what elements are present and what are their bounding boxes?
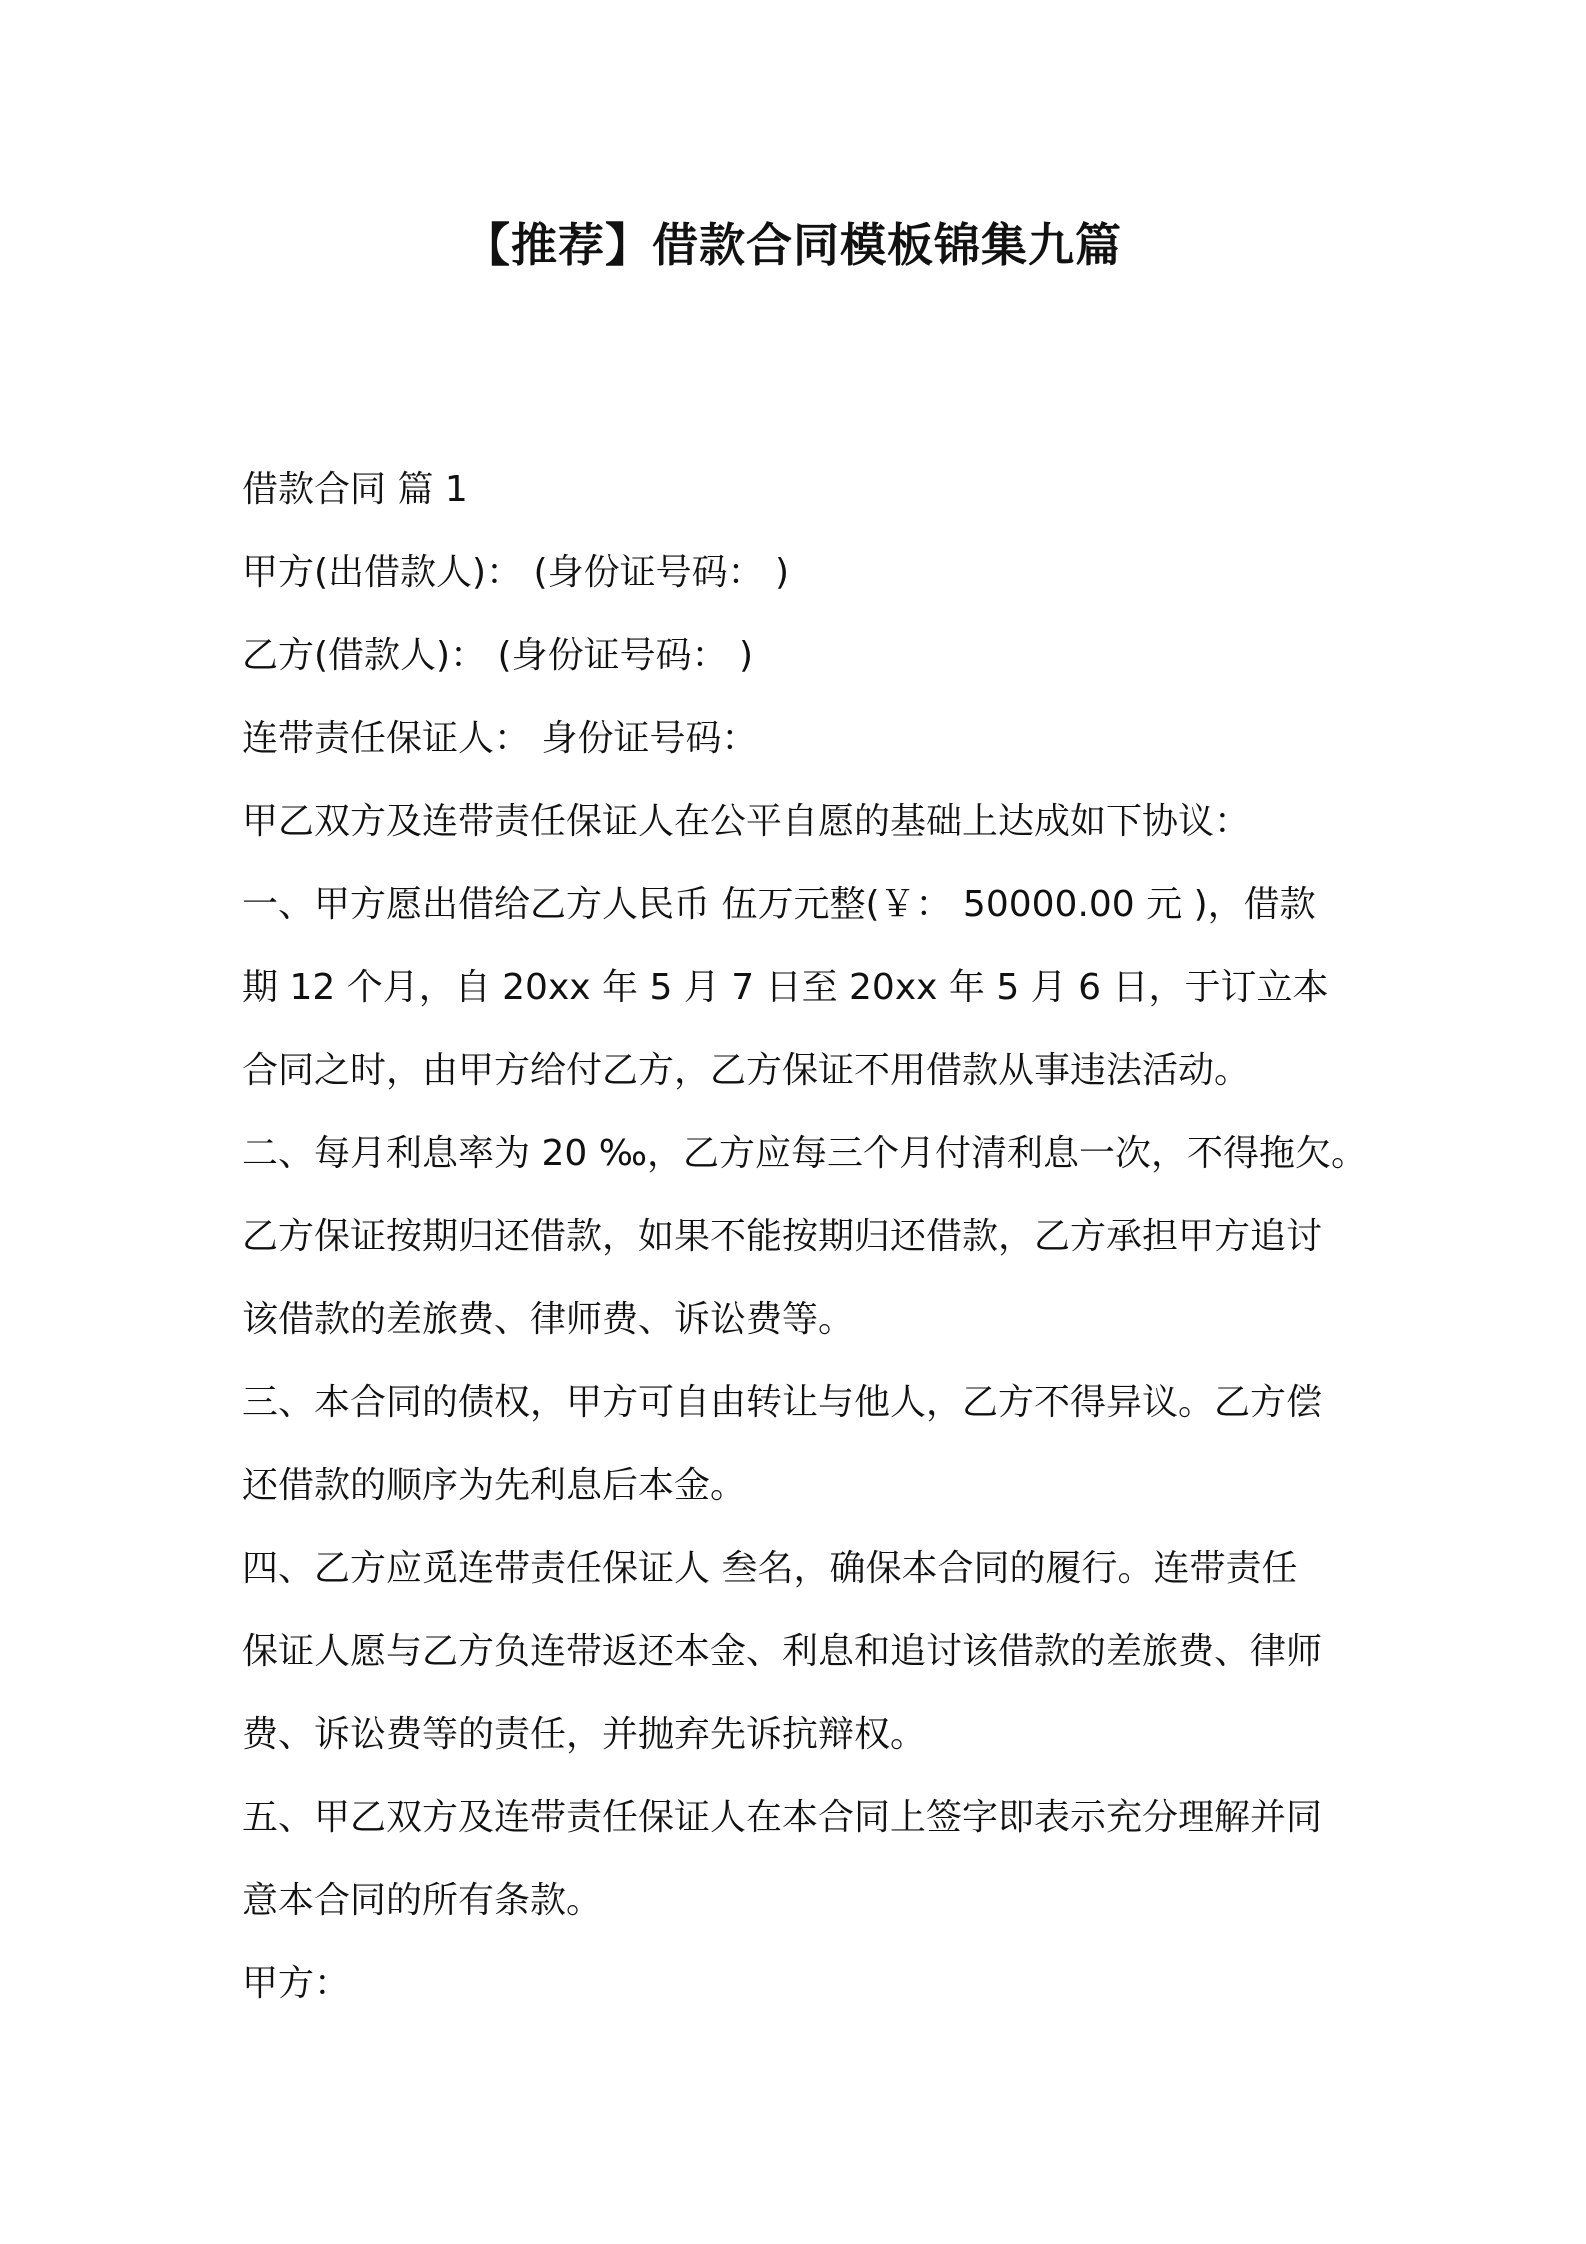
clause-2-line-3: 该借款的差旅费、律师费、诉讼费等。 [242,1299,855,1340]
clause-5-line-1: 五、甲乙双方及连带责任保证人在本合同上签字即表示充分理解并同 [242,1797,1323,1838]
party-a-line: 甲方(出借款人)： (身份证号码： ) [242,552,790,593]
document-body [242,448,1382,2025]
party-b-line: 乙方(借款人)： (身份证号码： ) [242,635,754,676]
clause-4-line-2: 保证人愿与乙方负连带返还本金、利息和追讨该借款的差旅费、律师 [242,1631,1323,1672]
clause-4-line-3: 费、诉讼费等的责任，并抛弃先诉抗辩权。 [242,1714,927,1755]
signature-party-a: 甲方： [242,1963,351,2004]
clause-1-line-1: 一、甲方愿出借给乙方人民币 伍万元整(￥： 50000.00 元 )，借款 [242,884,1316,925]
clause-3-line-1: 三、本合同的债权，甲方可自由转让与他人，乙方不得异议。乙方偿 [242,1382,1323,1423]
clause-3-line-2: 还借款的顺序为先利息后本金。 [242,1465,747,1506]
clause-5-line-2: 意本合同的所有条款。 [242,1880,603,1921]
section-heading: 借款合同 篇 1 [242,469,468,510]
agreement-intro: 甲乙双方及连带责任保证人在公平自愿的基础上达成如下协议： [242,801,1251,842]
document-title: 【推荐】借款合同模板锦集九篇 [464,218,1122,272]
clause-2-line-2: 乙方保证按期归还借款，如果不能按期归还借款，乙方承担甲方追讨 [242,1216,1323,1257]
clause-4-line-1: 四、乙方应觅连带责任保证人 叁名，确保本合同的履行。连带责任 [242,1548,1298,1589]
clause-1-line-2: 期 12 个月，自 20xx 年 5 月 7 日至 20xx 年 5 月 6 日，于订立本 [242,967,1329,1008]
clause-2-line-1: 二、每月利息率为 20 ‰，乙方应每三个月付清利息一次，不得拖欠。 [242,1133,1368,1174]
clause-1-line-3: 合同之时，由甲方给付乙方，乙方保证不用借款从事违法活动。 [242,1050,1251,1091]
guarantor-line: 连带责任保证人： 身份证号码： [242,718,758,759]
